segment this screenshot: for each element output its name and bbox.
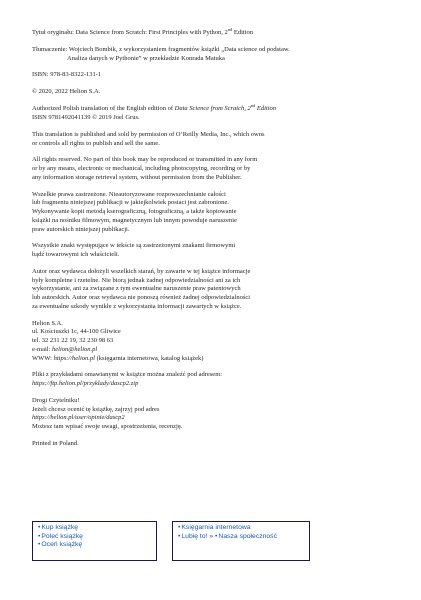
book-actions-box [32, 521, 157, 561]
disclaimer-line-1: Autor oraz wydawca dołożyli wszelkich starań, by zawarte w tej książce informacje [32, 268, 251, 276]
social-links-row [178, 533, 304, 542]
buy-book-link[interactable]: •Kup książkę [38, 524, 79, 531]
pl-rights-line-5: praw autorskich niniejszej publikacji. [32, 225, 130, 233]
review-link[interactable]: https://helion.pl/user/opinie/dascp2 [32, 414, 125, 422]
publisher-address: ul. Kościuszki 1c, 44-100 Gliwice [32, 328, 121, 336]
email-link[interactable]: helion@helion.pl [52, 345, 98, 353]
rights-line-3: any information storage retrieval system, without permission from the Publisher. [32, 173, 242, 181]
original-isbn: ISBN 9781492041139 © 2019 Joel Grus. [32, 113, 140, 121]
files-line-1: Pliki z przykładami omawianymi w książce można znaleźć pod adresem: [32, 371, 223, 379]
authorized-translation: Authorized Polish translation of the English edition of Data Science from Scratch, 2nd Edition [32, 103, 277, 113]
pl-rights-line-3: Wykonywanie kopii metodą kserograficzną, fotograficzną, a także kopiowanie [32, 208, 237, 216]
copyright: © 2020, 2022 Helion S.A. [32, 88, 101, 96]
trademarks-line-2: bądź towarowymi ich właścicieli. [32, 251, 120, 259]
pl-rights-line-1: Wszelkie prawa zastrzeżone. Nieautoryzowane rozpowszechnianie całości [32, 190, 226, 198]
bullet-icon: • [215, 532, 218, 540]
original-title: Tytuł oryginału: Data Science from Scratch: First Principles with Python, 2nd Edition [32, 26, 254, 36]
publisher-name: Helion S.A. [32, 319, 63, 327]
www-link[interactable]: https://helion.pl [53, 354, 95, 362]
translation-line-1: Tłumaczenie: Wojciech Bombik, z wykorzystaniem fragmentów książki „Data science od podstaw. [32, 45, 290, 53]
recommend-book-link[interactable]: •Poleć książkę [38, 532, 83, 540]
permission-line-2: or controls all rights to publish and sell the same. [32, 139, 160, 147]
rights-line-2: or by any means, electronic or mechanical, including photocopying, recording or by [32, 165, 251, 173]
bullet-icon: • [38, 532, 41, 540]
publisher-phone: tel. 32 231 22 19, 32 230 98 63 [32, 337, 114, 345]
rate-book-link[interactable]: •Oceń książkę [38, 541, 83, 548]
disclaimer-line-4: lub autorskich. Autor oraz wydawca nie ponoszą również żadnej odpowiedzialności [32, 294, 251, 302]
disclaimer-line-5: za ewentualne szkody wynikłe z wykorzystania informacji zawartych w książce. [32, 302, 242, 310]
disclaimer-line-3: wykorzystanie, ani za związane z tym ewentualne naruszenie praw patentowych [32, 285, 241, 293]
bullet-icon: • [178, 532, 181, 540]
bullet-icon: • [178, 524, 181, 531]
publisher-email: e-mail: helion@helion.pl [32, 345, 98, 353]
translation-line-2: Analiza danych w Pythonie” w przekładzie Konrada Matuka [67, 54, 225, 62]
bookstore-link[interactable]: •Księgarnia internetowa [178, 524, 251, 531]
permission-line-1: This translation is published and sold by permission of O’Reilly Media, Inc., which owns [32, 130, 265, 138]
reader-line-4: Możesz tam wpisać swoje uwagi, spostrzeżenia, recenzję. [32, 423, 183, 431]
copyright-page [32, 26, 402, 449]
disclaimer-line-2: były kompletne i rzetelne. Nie biorą jednak żadnej odpowiedzialności ani za ich [32, 276, 241, 284]
pl-rights-line-4: książki na nośniku filmowym, magnetycznym lub innym powoduje naruszenie [32, 216, 237, 224]
reader-line-2: Jeżeli chcesz ocenić tę książkę, zajrzyj pod adres [32, 405, 160, 413]
trademarks-line-1: Wszystkie znaki występujące w tekście są zastrzeżonymi znakami firmowymi [32, 242, 236, 250]
community-box [172, 521, 310, 561]
like-link[interactable]: Lubię to! » [181, 532, 214, 540]
publisher-www: WWW: https://helion.pl (księgarnia internetowa, katalog książek) [32, 354, 204, 362]
reader-greeting: Drogi Czytelniku! [32, 397, 80, 405]
isbn: ISBN: 978-83-8322-131-1 [32, 71, 102, 79]
pl-rights-line-2: lub fragmentu niniejszej publikacji w jakiejkolwiek postaci jest zabronione. [32, 199, 229, 207]
promo-boxes [32, 521, 392, 561]
printed-in: Printed in Poland. [32, 440, 79, 448]
rights-line-1: All rights reserved. No part of this book may be reproduced or transmitted in any form [32, 156, 258, 164]
community-link[interactable]: Nasza społeczność [218, 532, 277, 540]
bullet-icon: • [38, 541, 41, 548]
files-link[interactable]: https://ftp.helion.pl/przyklady/dascp2.zip [32, 380, 139, 388]
bullet-icon: • [38, 524, 41, 531]
